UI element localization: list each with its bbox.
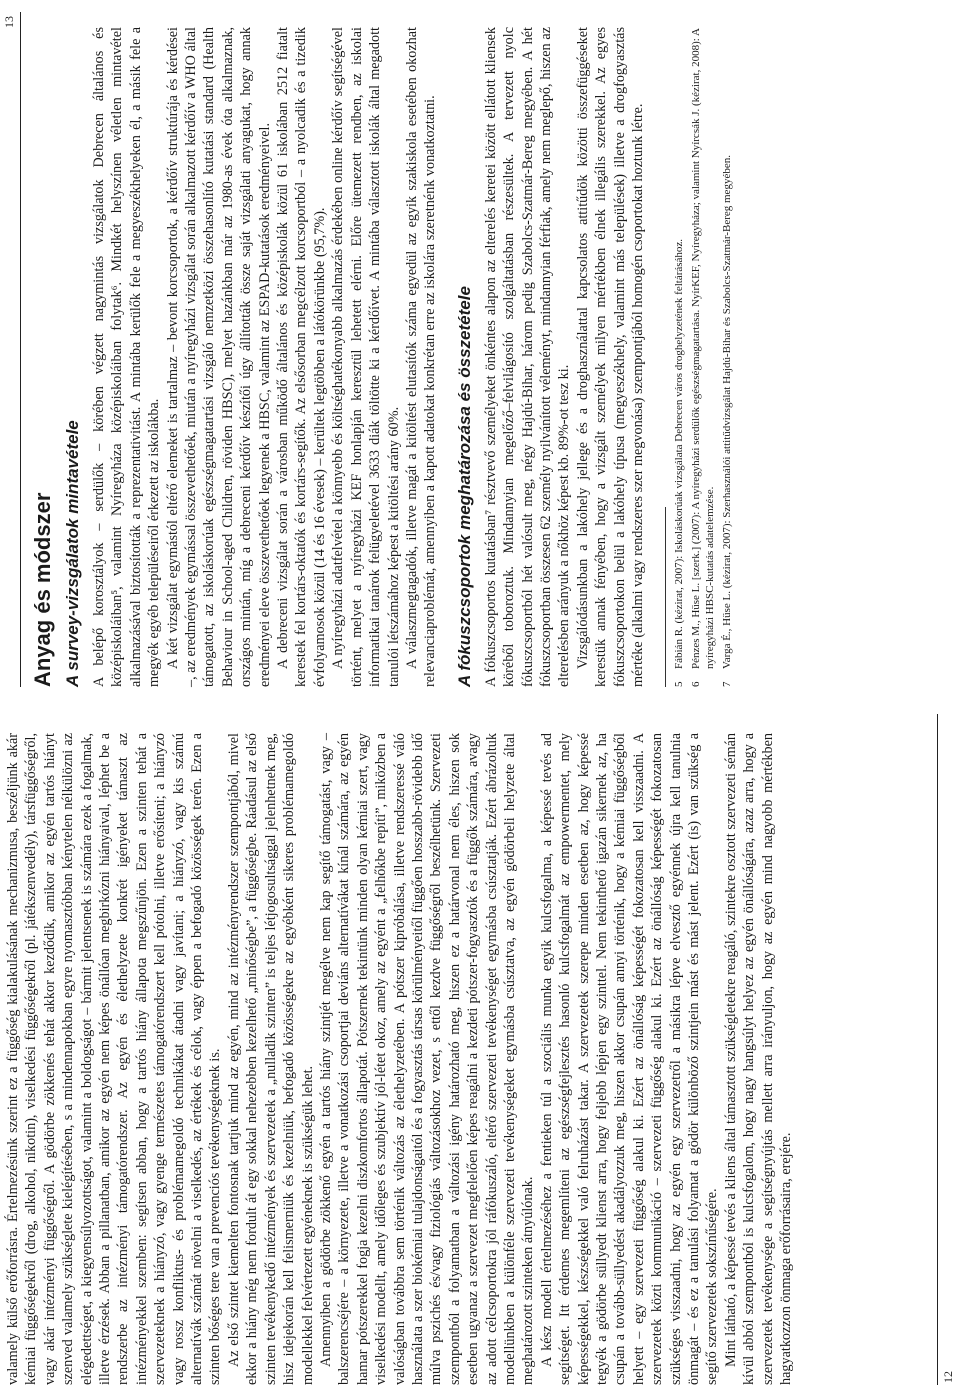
left-page: [0, 700, 960, 1399]
chapter-title: Anyag és módszer: [30, 492, 55, 687]
body-paragraph: Amennyiben a gödörbe zökkenő egyén a tartós hiány szintjét megélve nem kap segítő támogatást, vagy – balszerencséjére – a környezete, illetve a vonatkozási csoportjai deviáns alternatívákat kínál számára, az egyén hamar pótszerekkel fogja kezelni diszkomfortos állapotát. Pótszernek tekintünk minden olyan kémiai szert, vagy viselkedési modellt, amely időleges és szubjektív jól-létet okoz, amely az egyént a „felhőkbe repíti”, miközben a valóságban továbbra sem történik változás az élethelyzetében. A pótszer kipróbálása, illetve rendszeressé váló használata a szer biokémiai tulajdonságaitól és a fogyasztás társas körülményeitől függően hosszabb-rövidebb idő múlva pszichés és/vagy fiziológiás változásokhoz vezet, s ettől kezdve függőségről beszélhetünk. Szervezeti szempontból a folyamatban a változási igény határozható meg, hiszen ez a határvonal nem éles, hiszen sok esetben ugyanaz a szervezet megfelelően képes reagálni a kezdeti pótszer-fogyasztók és a függők számára, avagy az adott célcsoportokra jól ráfókuszáló, eltérő szervezeti tevékenységet egymásba csúsztatják. Ezért ábrázoltuk modellünkben a különféle szervezeti tevékenységeket egymásba csúsztatva, az egyén gödörbeli helyzete által meghatározott szinteken átnyúlónak.: [317, 733, 537, 1385]
footnote-number: 7: [721, 681, 734, 687]
footnote-text: Fábián R. (kézirat, 2007): Iskoláskorúak vizsgálata Debrecen város droghelyzetének feltárásához.: [673, 238, 686, 669]
page-number: 12: [941, 1371, 955, 1383]
footnote: [689, 27, 717, 687]
footnote-separator: [665, 507, 666, 687]
section-heading: A survey-vizsgálatok mintavétele: [63, 420, 82, 687]
footnote-number: 6: [690, 681, 703, 687]
body-paragraph: A két vizsgálat egymástól eltérő elemeket is tartalmaz – bevont korcsoportok, a kérdőív struktúrája és kérdései –, az eredmények egymással összevethetőek, miután a nyíregyházi vizsgálat során alkalmazott kérdőív a WHO által támogatott, az iskoláskorúak egészségmagatartási vizsgáló nemzetközi összehasonlító kutatási standard (Health Behaviour in School-aged Children, röviden HBSC), melyet hazánkban már az 1980-as évek óta alkalmaznak, országos mintán, míg a debreceni kérdőív készítői úgy állították össze saját vizsgálati anyagukat, hogy annak eredményei eleve összevethetőek legyenek a HBSC, valamint az ESPAD-kutatások eredményeivel.: [164, 27, 273, 687]
right-page-body: [30, 27, 737, 687]
body-paragraph: Az első szintet kiemelten fontosnak tartjuk mind az egyén, mind az intézményrendszer szempontjából, mivel ekkor a hiány még nem fordult át egy sokkal nehezebben kezelhető „minőségbe”, a függőségbe. Ráadásul az első szinten tevékenykedő intézmények és szervezetek a „nulladik szinten” is teljes létjogosultsággal jelenhetnek meg, hisz idejekorán kell felismerniük és kezelniük, befogadó közösségekre az egyébként sikeres problémamegoldó modellekkel felvértezett egyéneknek is szükségük lehet.: [225, 733, 316, 1385]
body-paragraph: Vizsgálódásunkban a lakóhely jellege és a droghasználattal kapcsolatos attitűdök közötti összefüggéseket kerestük annak fényében, hogy a vizsgált személyek milyen mértékben élnek illegális szerekkel. Az egyes fókuszcsoportokon belül a lakóhely típusa (megyeszékhely, valamint más települések) illetve a drogfogyasztás mértéke (alkalmi vagy rendszeres szer megvonása) szempontjából homogén csoportokat hoztunk létre.: [574, 27, 646, 687]
footnote: [720, 27, 734, 687]
footnote-text: Pénzes M., Hüse L. [szerk.] (2007): A nyíregyházi serdülők egészségmagatartása. NyírKEF, Nyíregyháza; valamint Nyírcsák J. (kézirat, 2008): A nyíregyházi HBSC-kutatás adatelemzése.: [690, 28, 717, 669]
body-paragraph: valamely külső erőforrásra. Értelmezésünk szerint ez a függőség kialakulásának mechanizmusa, beszéljünk akár kémiai függőségekről (drog, alkohol, nikotin), viselkedési függőségekről (pl. játékszenvedély), társfüggőségről, vagy akár intézményi függőségről. A gödörbe zökkenés tehát akkor kezdődik, amikor az egyén tartós hiányt szenved valamely szükséglete kielégítésében, s a mindennapokban egyre nyomasztóbban kénytelen nélkülözni az elégedettséget, a kiegyensúlyozottságot, valamint a boldogságot – bármit jelentsenek is számára ezek a fogalmak, illetve érzések. Abban a pillanatban, amikor az egyén nem képes önállóan megbirkózni hiányaival, léphet be a rendszerbe az intézményi támogatórendszer. Az egyén és élethelyzete konkrét igényeket támaszt az intézményekkel szemben: segítsen abban, hogy a tartós hiány állapota megszűnjön. Ezen a szinten tehát a szervezeteknek a hiányzó, vagy gyenge természetes támogatórendszert kell pótolni, illetve erősíteni; a hiányzó vagy rossz konfliktus- és problémamegoldó technikákat átadni vagy javítani; a hiányzó, vagy kis számú alternatívák számát növelni a viselkedés, az értékek és célok, vagy éppen a befogadó közösségek terén. Ezen a szinten bőséges tere van a prevenciós tevékenységeknek is.: [5, 733, 224, 1385]
footnote-text: Varga É., Hüse L. (kézirat, 2007): Szerhasználói attitűdvizsgálat Hajdú-Bihar és Szabolcs-Szatmár-Bereg megyében.: [721, 155, 734, 669]
body-paragraph: Mint látható, a képessé tevés a kliens által támasztott szükségletekre reagáló, szintekre osztott szervezeti sémán kívül abból szempontból is kulcsfogalom, hogy nagy hangsúlyt helyez az egyén önállóságára, azaz arra, hogy a szervezetek tevékenysége a segítségnyújtás mellett arra irányuljon, hogy az egyén mind nagyobb mértékben hagyatkozzon önmaga erőforrásaira, erejére.: [722, 733, 795, 1385]
body-paragraph: A válaszmegtagadók, illetve magát a kitöltést elutasítók száma egyedül az egyik szakiskola esetében okozhat relevanciaproblémát, amennyiben a kapott adatokat konkrétan erre az iskolára szeretnénk vonatkoztatni.: [403, 27, 439, 687]
body-paragraph: A belépő korosztályok – serdülők – körében végzett nagymintás vizsgálatok Debrecen általános és középiskoláiban⁵, valamint Nyíregyháza középiskoláiban folytak⁶. Mindkét helyszínen véletlen mintavétel alkalmazásával biztosították a reprezentativitást. A mintába kerülők fele a megyeszékhelyeken él, a másik fele a megyék egyéb településeiről érkezett az iskolákba.: [91, 27, 163, 687]
section-heading: A fókuszcsoportok meghatározása és összetétele: [454, 286, 474, 687]
footnote-number: 5: [673, 681, 686, 687]
page-footer-rule: [937, 714, 938, 1385]
body-paragraph: A fókuszcsoportos kutatásban⁷ résztvevő személyeket önkéntes alapon az elterelés keretei között ellátott kliensek köréből toboroztuk. Mindannyian megelőző–felvilágosító szolgáltatásban részesültek. A tervezett nyolc fókuszcsoportból hét valósult meg, négy Hajdú-Bihar, három pedig Szabolcs-Szatmár-Bereg megyében. A hét fókuszcsoportban összesen 62 személy nyilvánított véleményt, mindannyian férfiak, amely nem meglepő, hiszen az elterelésben arányuk a nőkhöz képest kb. 89%-ot tesz ki.: [482, 27, 573, 687]
body-paragraph: A kész modell értelmezéséhez a fentieken túl a szociális munka egyik kulcsfogalma, a képessé tevés ad segítséget. Itt érdemes megemlíteni az egészségfejlesztés hasonló kulcsfogalmát az empowermentet, mely képességekkel, készségekkel való felruházást takar. A szervezetek szerepe minden esetben az, hogy képessé tegyék a gödörbe süllyedt klienst arra, hogy feljebb lépjen egy szinttel. Nem tekinthető igazán sikernek az, ha csupán a tovább-süllyedést akadályozzuk meg, hiszen akkor csupán annyi történik, hogy a kémiai függőségből helyett – egy szervezeti függőség alakul ki. Ezért az önállóság képességét fokozatosan kell visszaadni. A szervezetek közti kommunikáció – szervezeti függőség alakul ki. Ezért az önállóság képességét fokozatosan szükséges visszaadni, hogy az egyén egy szervezetről a másikra lépve elvesztő egyénnek újra kell tanulnia önmagát – és ez a tanulási folyamat a gödör különböző szintjein mást és mást jelent. Ezért (is) van szükség a segítő szervezetek sokszínűségére.: [538, 733, 721, 1385]
left-page-body: [4, 733, 795, 1385]
right-page: [0, 0, 960, 699]
body-paragraph: A nyíregyházi adatfelvétel a könnyebb és költséghatékonyabb alkalmazás érdekében online kérdőív segítségével történt, melyet a nyíregyházi KEF honlapján keresztül lehetett elérni. Előre ütemezett rendben, az iskolai informatikai tanárok felügyeletével 3633 diák töltötte ki a kérdőívet. A mintába választott iskolák által megadott tanulói létszámához képest a kitöltési arány 60%.: [330, 27, 402, 687]
page-header-rule: [20, 12, 21, 687]
body-paragraph: A debreceni vizsgálat során a városban működő általános és középiskolák közül 61 iskolában 2512 fiatalt kerestek fel kortárs-oktatók és kortárs-segítők. Az elsősorban megcélzott korcsoportból – a nyolcadik és a tizedik évfolyamosok közül (14 és 16 évesek) – kerültek legtöbben a látókörünkbe (95,7%).: [275, 27, 328, 687]
page-number: 13: [2, 16, 16, 28]
footnote: [672, 27, 686, 687]
